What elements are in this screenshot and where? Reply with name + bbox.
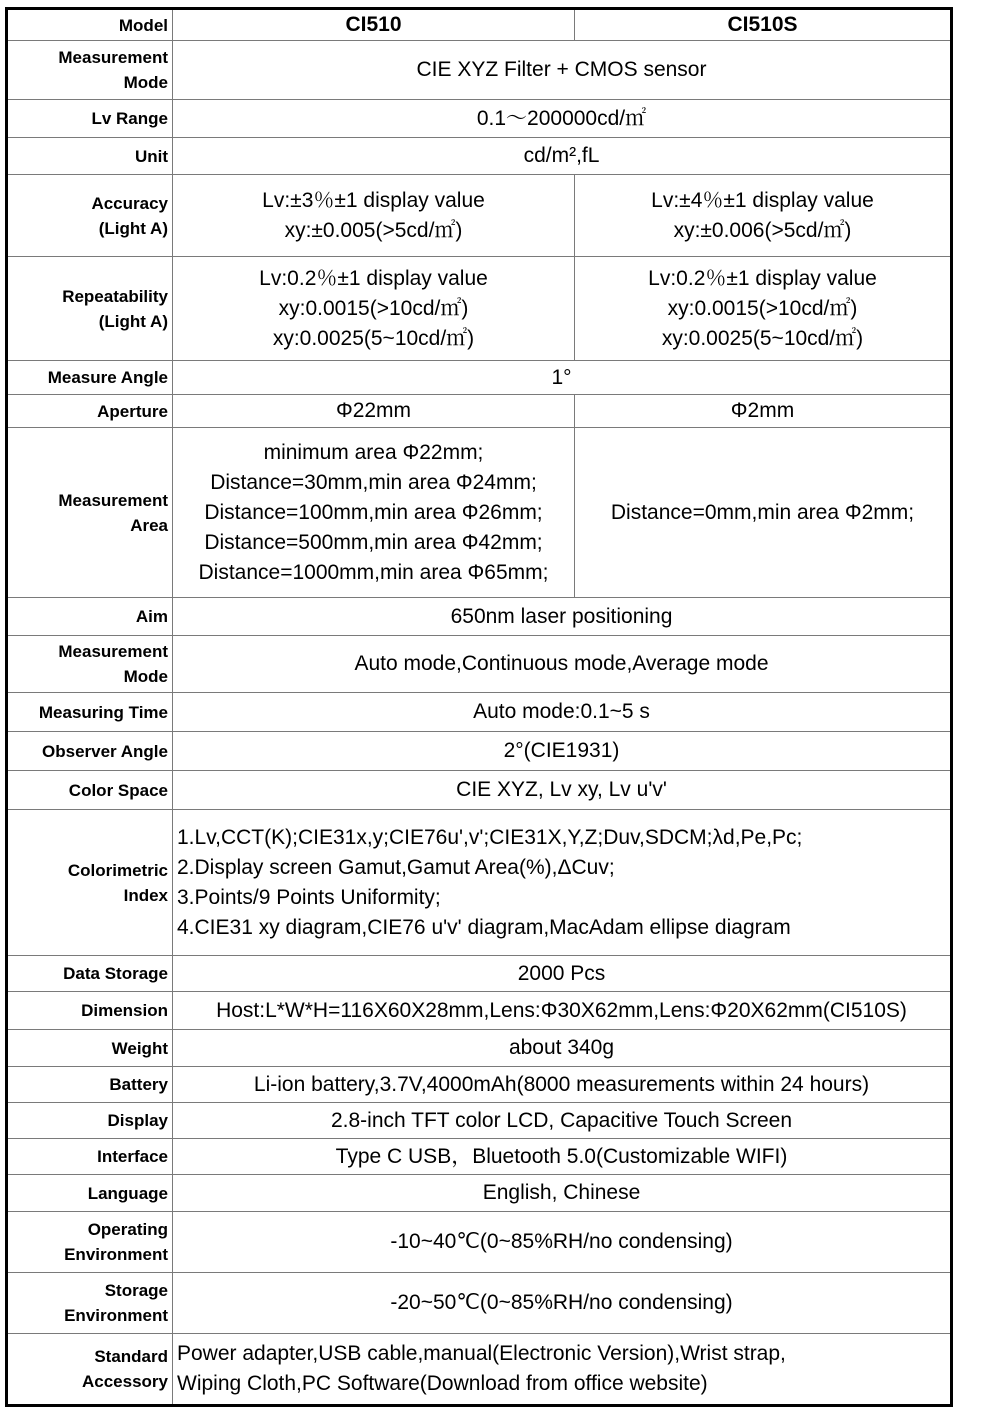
spec-value	[173, 636, 952, 693]
spec-label-line: Accessory	[81, 1372, 168, 1391]
spec-value	[173, 1030, 952, 1067]
spec-label-line: Display	[107, 1111, 168, 1130]
spec-value-line: Auto mode,Continuous mode,Average mode	[354, 652, 769, 675]
spec-value-ci510-line: Distance=500mm,min area Φ42mm;	[204, 530, 543, 554]
spec-value-line: 1°	[551, 365, 572, 389]
spec-value-ci510s	[575, 257, 952, 361]
spec-value-ci510-line: Lv:0.2％±1 display value	[259, 266, 488, 290]
spec-row	[7, 1334, 952, 1406]
spec-label-line: Index	[123, 885, 168, 905]
spec-row	[7, 598, 952, 636]
spec-label	[7, 810, 173, 956]
spec-value	[173, 1273, 952, 1334]
spec-value-line: about 340g	[508, 1036, 615, 1059]
spec-value-line: Host:L*W*H=116X60X28mm,Lens:Φ30X62mm,Lens:Φ20X62mm(CI510S)	[216, 998, 907, 1022]
spec-value-ci510-line: xy:0.0015(>10cd/㎡)	[278, 296, 469, 320]
spec-value	[173, 100, 952, 138]
spec-value-line: Li-ion battery,3.7V,4000mAh(8000 measurements within 24 hours)	[253, 1072, 870, 1096]
spec-label-line: Unit	[134, 146, 168, 166]
spec-row	[7, 693, 952, 732]
spec-value-line: -20~50℃(0~85%RH/no condensing)	[390, 1291, 733, 1314]
spec-row	[7, 257, 952, 361]
spec-value-line: -10~40℃(0~85%RH/no condensing)	[390, 1230, 733, 1253]
spec-row	[7, 1212, 952, 1273]
spec-value-ci510	[173, 428, 575, 598]
spec-value	[173, 1212, 952, 1273]
spec-label-line: (Light A)	[98, 218, 168, 238]
spec-row	[7, 771, 952, 810]
spec-value-ci510-line: Lv:±3％±1 display value	[262, 188, 485, 212]
spec-value-line: 0.1～200000cd/㎡	[476, 106, 647, 130]
spec-label	[7, 175, 173, 257]
spec-row	[7, 1103, 952, 1139]
spec-row	[7, 810, 952, 956]
spec-value	[173, 1139, 952, 1175]
spec-row	[7, 1175, 952, 1212]
spec-label-line: Lv Range	[91, 109, 168, 128]
spec-value	[173, 598, 952, 636]
spec-value	[173, 956, 952, 992]
spec-label-line: Battery	[109, 1075, 168, 1094]
spec-label	[7, 428, 173, 598]
spec-row	[7, 41, 952, 100]
spec-label-line: Color Space	[68, 780, 168, 800]
spec-label	[7, 1212, 173, 1273]
spec-label-line: Data Storage	[63, 964, 168, 983]
spec-label-line: Measurement	[58, 490, 168, 510]
spec-value	[173, 810, 952, 956]
spec-value	[173, 41, 952, 100]
spec-label-line: Interface	[97, 1147, 168, 1166]
spec-label	[7, 1175, 173, 1212]
spec-value-line: 2°(CIE1931)	[503, 739, 620, 762]
spec-row	[7, 1067, 952, 1103]
spec-value-ci510s-line: xy:0.0015(>10cd/㎡)	[667, 296, 858, 320]
spec-label-line: Storage	[104, 1281, 168, 1300]
spec-label-line: Aperture	[97, 401, 168, 421]
spec-value-ci510s-line: Φ2mm	[730, 399, 795, 422]
spec-value-line: 1.Lv,CCT(K);CIE31x,y;CIE76u',v';CIE31X,Y,Z;Duv,SDCM;λd,Pe,Pc;	[177, 825, 803, 849]
header-label: Model	[7, 9, 173, 41]
spec-value-ci510	[173, 175, 575, 257]
spec-row	[7, 1030, 952, 1067]
spec-label-line: Mode	[123, 73, 168, 92]
spec-label	[7, 1030, 173, 1067]
spec-label-line: Environment	[64, 1306, 168, 1325]
spec-value	[173, 1103, 952, 1139]
spec-value-ci510s-line: Lv:±4％±1 display value	[651, 188, 874, 212]
spec-label	[7, 693, 173, 732]
spec-value-ci510s-line: Distance=0mm,min area Φ2mm;	[610, 500, 915, 524]
spec-value-line: 4.CIE31 xy diagram,CIE76 u'v' diagram,MacAdam ellipse diagram	[177, 915, 791, 939]
spec-row	[7, 1273, 952, 1334]
spec-label	[7, 395, 173, 428]
spec-label-line: Dimension	[81, 1001, 168, 1020]
spec-label-line: (Light A)	[98, 311, 168, 331]
spec-row	[7, 992, 952, 1030]
spec-value-line: Wiping Cloth,PC Software(Download from office website)	[177, 1372, 708, 1395]
spec-label	[7, 138, 173, 175]
spec-value-ci510-line: xy:0.0025(5~10cd/㎡)	[272, 326, 475, 350]
spec-value-ci510-line: minimum area Φ22mm;	[263, 440, 484, 464]
spec-table	[5, 7, 953, 1407]
spec-value	[173, 732, 952, 771]
spec-value-line: 2.8-inch TFT color LCD, Capacitive Touch Screen	[330, 1108, 793, 1132]
spec-label-line: Standard	[94, 1347, 168, 1366]
spec-label	[7, 361, 173, 395]
spec-value	[173, 1175, 952, 1212]
spec-value-line: 3.Points/9 Points Uniformity;	[177, 885, 441, 909]
spec-value-ci510s	[575, 428, 952, 598]
spec-label	[7, 100, 173, 138]
spec-label	[7, 1334, 173, 1406]
spec-value-ci510s	[575, 395, 952, 428]
spec-value-line: Type C USB，Bluetooth 5.0(Customizable WIFI)	[335, 1144, 788, 1168]
spec-value-line: cd/m²,fL	[523, 144, 600, 167]
spec-label	[7, 636, 173, 693]
spec-value-line: 650nm laser positioning	[450, 604, 673, 628]
header-row	[7, 9, 952, 41]
spec-row	[7, 1139, 952, 1175]
spec-value-line: 2.Display screen Gamut,Gamut Area(%),ΔCuv;	[177, 855, 615, 879]
spec-value-ci510-line: Distance=100mm,min area Φ26mm;	[204, 500, 543, 524]
spec-label	[7, 598, 173, 636]
spec-value-line: English, Chinese	[482, 1181, 641, 1204]
spec-value-ci510	[173, 257, 575, 361]
spec-row	[7, 361, 952, 395]
spec-label	[7, 956, 173, 992]
spec-value-ci510	[173, 395, 575, 428]
spec-label	[7, 1273, 173, 1334]
spec-row	[7, 636, 952, 693]
spec-label	[7, 1103, 173, 1139]
spec-label-line: Mode	[123, 667, 168, 686]
spec-label-line: Aim	[135, 607, 168, 626]
spec-value	[173, 138, 952, 175]
spec-label	[7, 1067, 173, 1103]
spec-row	[7, 428, 952, 598]
spec-label-line: Repeatability	[62, 286, 168, 306]
spec-label-line: Environment	[64, 1245, 168, 1264]
spec-label	[7, 1139, 173, 1175]
spec-label-line: Measurement	[58, 48, 168, 67]
spec-value-line: 2000 Pcs	[517, 961, 606, 985]
spec-value	[173, 771, 952, 810]
spec-label-line: Language	[87, 1183, 168, 1203]
spec-value	[173, 1067, 952, 1103]
spec-value	[173, 992, 952, 1030]
spec-value-ci510-line: xy:±0.005(>5cd/㎡)	[284, 218, 463, 242]
spec-row	[7, 956, 952, 992]
spec-label-line: Area	[130, 515, 168, 535]
spec-label	[7, 771, 173, 810]
spec-row	[7, 732, 952, 771]
spec-value-line: Auto mode:0.1~5 s	[473, 700, 650, 723]
spec-value-ci510s-line: xy:0.0025(5~10cd/㎡)	[661, 326, 864, 350]
spec-row	[7, 138, 952, 175]
spec-label-line: Colorimetric	[67, 860, 168, 880]
spec-row	[7, 395, 952, 428]
spec-label	[7, 257, 173, 361]
spec-value-ci510s-line: Lv:0.2％±1 display value	[648, 266, 877, 290]
spec-label-line: Weight	[111, 1038, 168, 1058]
spec-label-line: Accuracy	[91, 193, 168, 213]
spec-value-ci510s	[575, 175, 952, 257]
spec-row	[7, 175, 952, 257]
spec-label	[7, 732, 173, 771]
spec-value-ci510-line: Distance=1000mm,min area Φ65mm;	[198, 560, 549, 584]
spec-value-line: CIE XYZ Filter + CMOS sensor	[416, 58, 707, 81]
spec-table-body	[7, 9, 952, 1406]
spec-label	[7, 992, 173, 1030]
spec-value-line: CIE XYZ, Lv xy, Lv u'v'	[456, 778, 667, 801]
spec-value-line: Power adapter,USB cable,manual(Electronic Version),Wrist strap,	[177, 1342, 786, 1365]
spec-row	[7, 100, 952, 138]
spec-label	[7, 41, 173, 100]
spec-value-ci510-line: Φ22mm	[335, 399, 412, 422]
spec-value	[173, 693, 952, 732]
spec-label-line: Measure Angle	[47, 368, 168, 387]
spec-value-ci510-line: Distance=30mm,min area Φ24mm;	[210, 470, 537, 494]
spec-value-ci510s-line: xy:±0.006(>5cd/㎡)	[673, 218, 852, 242]
spec-label-line: Operating	[87, 1220, 168, 1239]
spec-label-line: Observer Angle	[42, 741, 168, 761]
spec-label-line: Measuring Time	[38, 702, 168, 722]
spec-value	[173, 361, 952, 395]
header-model-ci510s: CI510S	[575, 9, 952, 41]
spec-value	[173, 1334, 952, 1406]
header-model-ci510: CI510	[173, 9, 575, 41]
spec-label-line: Measurement	[58, 642, 168, 661]
